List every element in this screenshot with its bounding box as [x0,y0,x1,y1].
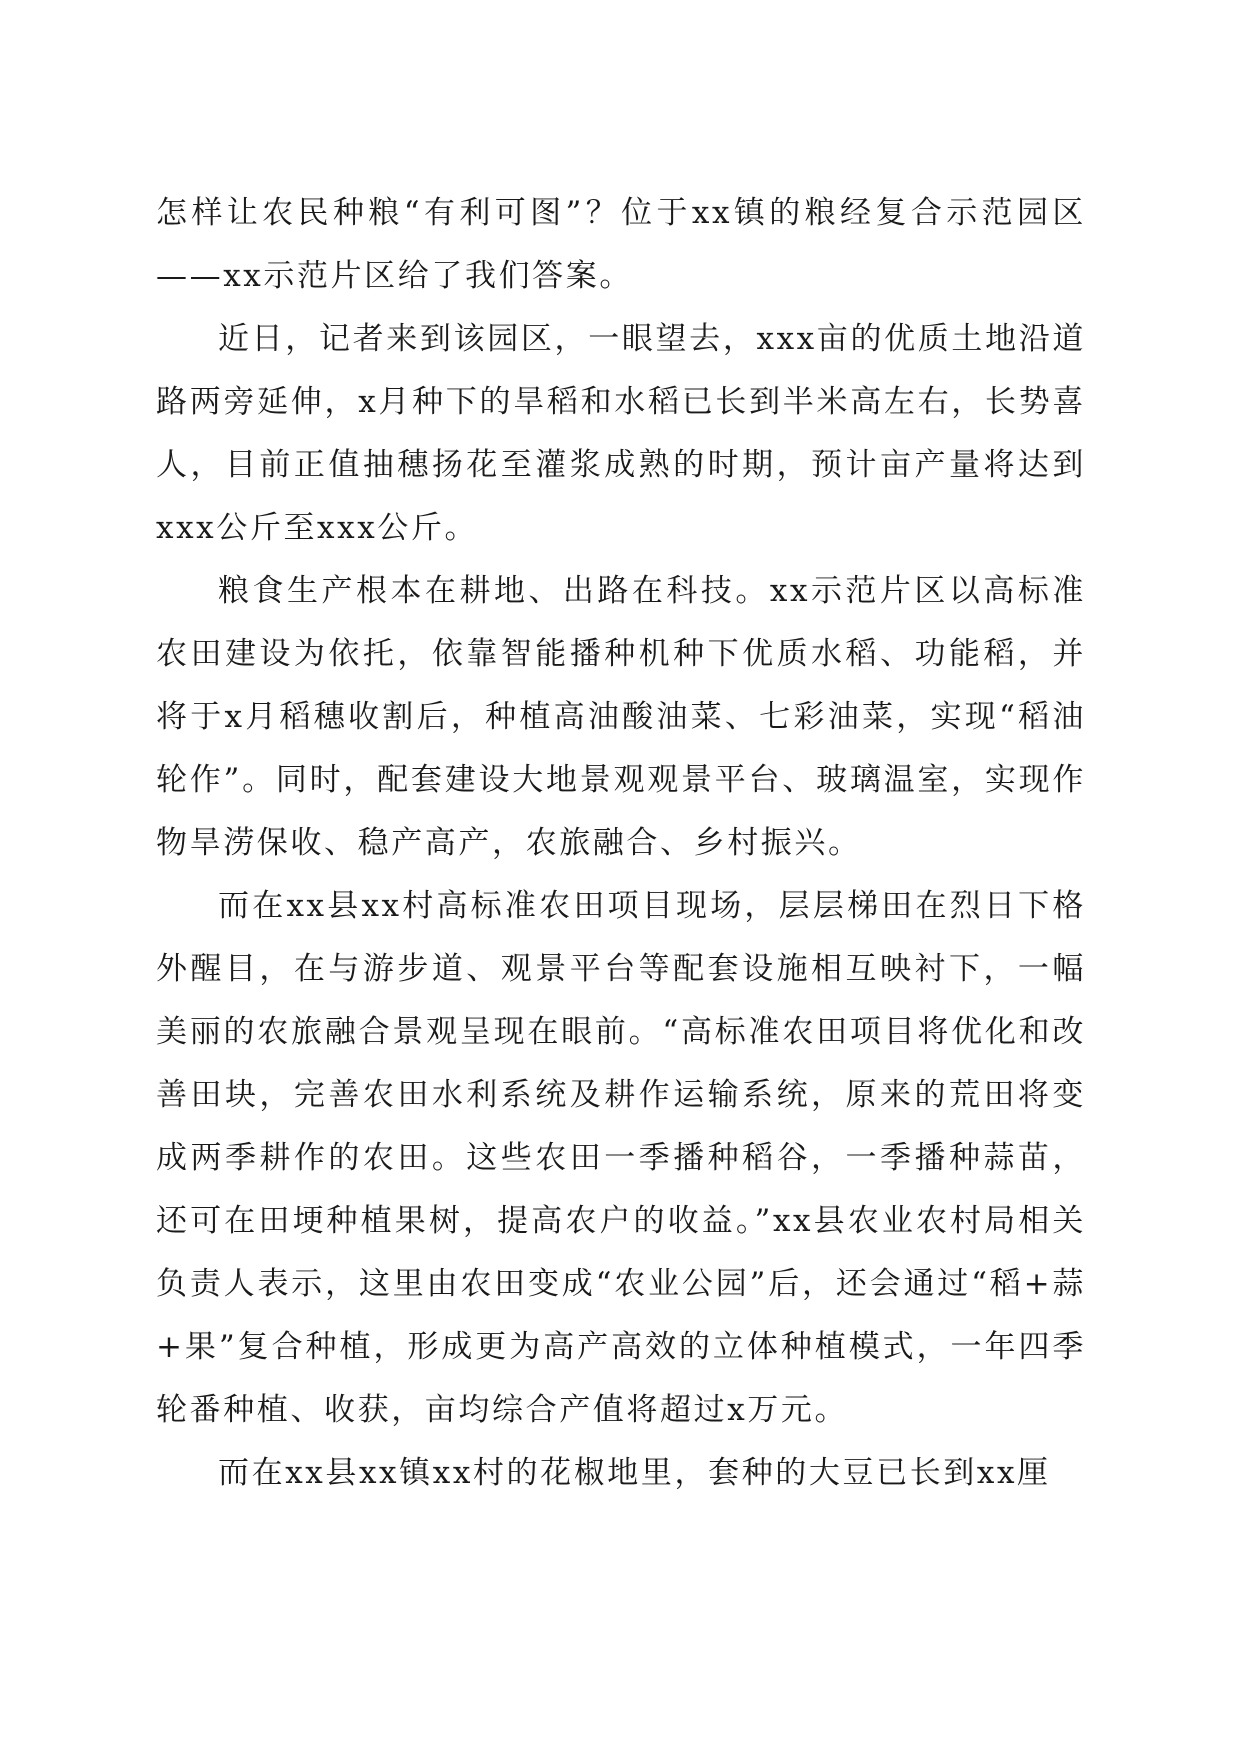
paragraph-5: 而在xx县xx镇xx村的花椒地里，套种的大豆已长到xx厘 [218,1455,1051,1491]
paragraph-1: 怎样让农民种粮“有利可图”？位于xx镇的粮经复合示范园区——xx示范片区给了我们答案。 [156,195,1086,294]
paragraph-2: 近日，记者来到该园区，一眼望去，xxx亩的优质土地沿道路两旁延伸，x月种下的旱稻和水稻已长到半米高左右，长势喜人，目前正值抽穗扬花至灌浆成熟的时期，预计亩产量将达到xxx公斤至xxx公斤。 [156,321,1086,546]
paragraph-4: 而在xx县xx村高标准农田项目现场，层层梯田在烈日下格外醒目，在与游步道、观景平台等配套设施相互映衬下，一幅美丽的农旅融合景观呈现在眼前。“高标准农田项目将优化和改善田块，完善农田水利系统及耕作运输系统，原来的荒田将变成两季耕作的农田。这些农田一季播种稻谷，一季播种蒜苗，还可在田埂种植果树，提高农户的收益。”xx县农业农村局相关负责人表示，这里由农田变成“农业公园”后，还会通过“稻+蒜+果”复合种植，形成更为高产高效的立体种植模式，一年四季轮番种植、收获，亩均综合产值将超过x万元。 [156,888,1086,1428]
article-body [156,182,1086,1505]
paragraph-3: 粮食生产根本在耕地、出路在科技。xx示范片区以高标准农田建设为依托，依靠智能播种机种下优质水稻、功能稻，并将于x月稻穗收割后，种植高油酸油菜、七彩油菜，实现“稻油轮作”。同时，配套建设大地景观观景平台、玻璃温室，实现作物旱涝保收、稳产高产，农旅融合、乡村振兴。 [156,573,1086,861]
